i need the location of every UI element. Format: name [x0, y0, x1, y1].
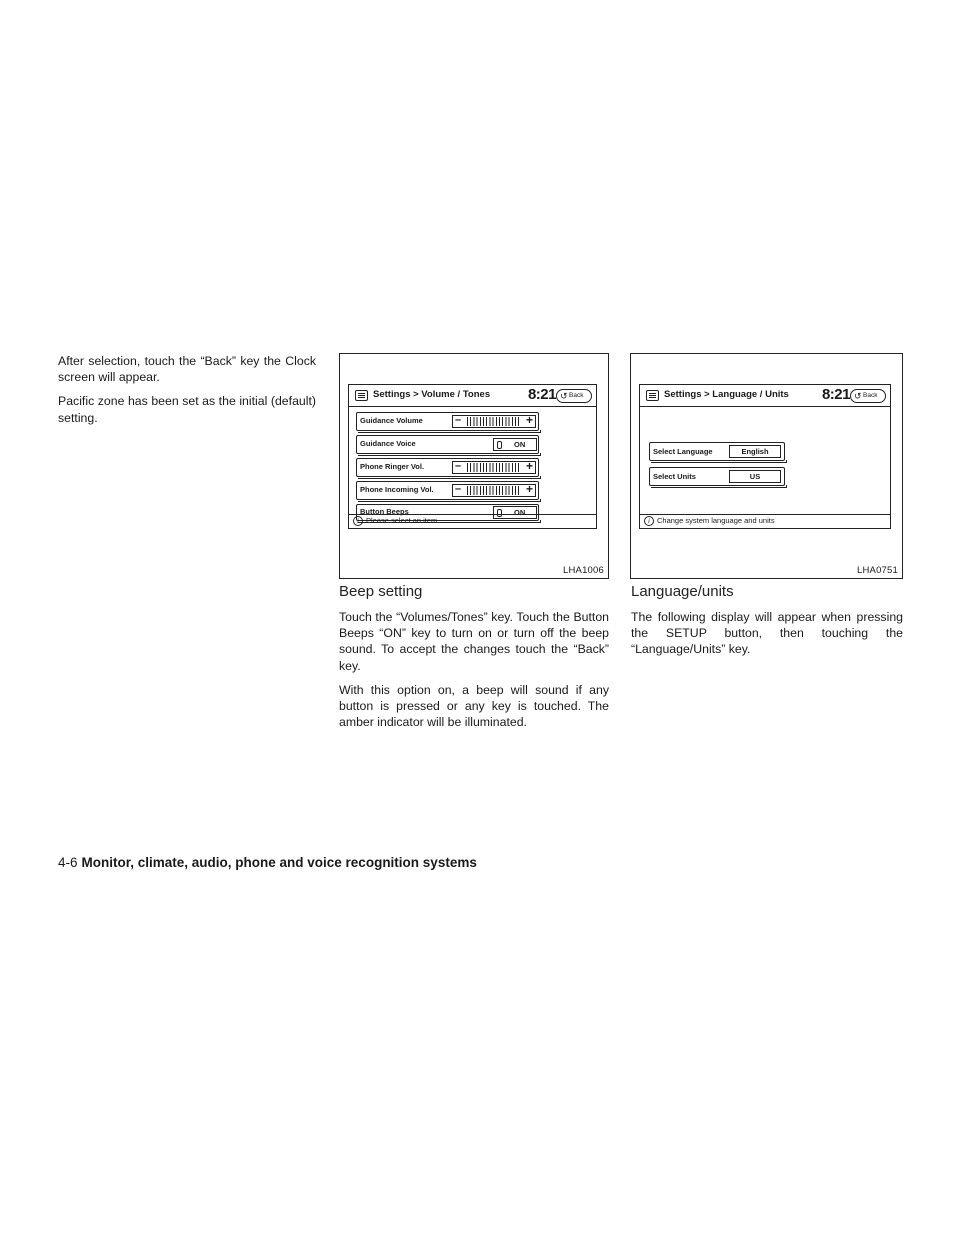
section-heading: Beep setting — [339, 583, 423, 600]
info-icon: i — [353, 516, 363, 526]
screen-header — [640, 385, 890, 407]
setting-row-select-language[interactable] — [649, 442, 785, 461]
page-number: 4-6 — [58, 855, 78, 870]
plus-icon[interactable]: + — [525, 459, 533, 473]
setting-row-phone-ringer-vol[interactable] — [356, 458, 539, 477]
status-text: Please select an item — [366, 516, 438, 525]
minus-icon[interactable]: – — [455, 414, 462, 426]
chapter-title: Monitor, climate, audio, phone and voice recognition systems — [81, 855, 477, 870]
toggle-value: ON — [514, 508, 526, 517]
settings-menu-icon[interactable] — [355, 390, 368, 401]
setting-row-select-units[interactable] — [649, 467, 785, 486]
volume-slider[interactable] — [452, 461, 536, 474]
setting-label: Phone Incoming Vol. — [360, 485, 434, 494]
paragraph: With this option on, a beep will sound if any button is pressed or any key is touched. The amber indicator will be illuminated. — [339, 682, 609, 730]
paragraph: Pacific zone has been set as the initial (default) setting. — [58, 394, 316, 425]
volume-slider[interactable] — [452, 484, 536, 497]
setting-label: Phone Ringer Vol. — [360, 462, 425, 471]
page-footer — [58, 855, 477, 870]
screen-volume-tones — [348, 384, 597, 529]
minus-icon[interactable]: – — [455, 460, 462, 472]
info-icon: i — [644, 516, 654, 526]
setting-label: Guidance Voice — [360, 439, 416, 448]
status-text: Change system language and units — [657, 516, 775, 525]
figure-volume-tones — [339, 353, 609, 579]
minus-icon[interactable]: – — [455, 483, 462, 495]
volume-slider[interactable] — [452, 415, 536, 428]
language-value-button[interactable]: English — [729, 445, 781, 458]
beep-setting-section — [339, 583, 609, 738]
setting-row-phone-incoming-vol[interactable] — [356, 481, 539, 500]
setting-label: Button Beeps — [360, 507, 409, 516]
screen-language-units — [639, 384, 891, 529]
clock-display: 8:21 — [527, 386, 556, 403]
on-toggle-button[interactable] — [493, 438, 537, 451]
plus-icon[interactable]: + — [525, 482, 533, 496]
clock-display: 8:21 — [821, 386, 850, 403]
setting-label: Select Language — [653, 447, 713, 456]
language-units-section — [631, 583, 903, 666]
back-label: Back — [569, 392, 584, 399]
status-bar — [349, 514, 596, 528]
back-button[interactable] — [556, 389, 592, 403]
paragraph: The following display will appear when pressing the SETUP button, then touching the “Language/Units” key. — [631, 610, 903, 657]
back-button[interactable] — [850, 389, 886, 403]
toggle-value: ON — [514, 440, 526, 449]
paragraph: After selection, touch the “Back” key the Clock screen will appear. — [58, 354, 316, 385]
volume-level-bar — [467, 417, 521, 426]
plus-icon[interactable]: + — [525, 413, 533, 427]
back-label: Back — [863, 392, 878, 399]
back-arrow-icon: ↺ — [560, 391, 568, 401]
section-heading: Language/units — [631, 583, 734, 600]
setting-row-guidance-volume[interactable] — [356, 412, 539, 431]
paragraph: Touch the “Volumes/Tones” key. Touch the Button Beeps “ON” key to turn on or turn off the beep sound. To accept the changes touch the “Back” key. — [339, 610, 609, 673]
indicator-icon — [497, 441, 502, 449]
settings-menu-icon[interactable] — [646, 390, 659, 401]
figure-code: LHA1006 — [562, 565, 604, 576]
screen-title: Settings > Language / Units — [664, 389, 789, 400]
screen-header — [349, 385, 596, 407]
units-value-button[interactable]: US — [729, 470, 781, 483]
setting-label: Select Units — [653, 472, 696, 481]
intro-text — [58, 353, 316, 434]
setting-row-guidance-voice[interactable] — [356, 435, 539, 454]
figure-language-units — [630, 353, 903, 579]
setting-label: Guidance Volume — [360, 416, 423, 425]
status-bar — [640, 514, 890, 528]
figure-code: LHA0751 — [856, 565, 898, 576]
volume-level-bar — [467, 486, 521, 495]
volume-level-bar — [467, 463, 521, 472]
screen-title: Settings > Volume / Tones — [373, 389, 491, 400]
back-arrow-icon: ↺ — [854, 391, 862, 401]
